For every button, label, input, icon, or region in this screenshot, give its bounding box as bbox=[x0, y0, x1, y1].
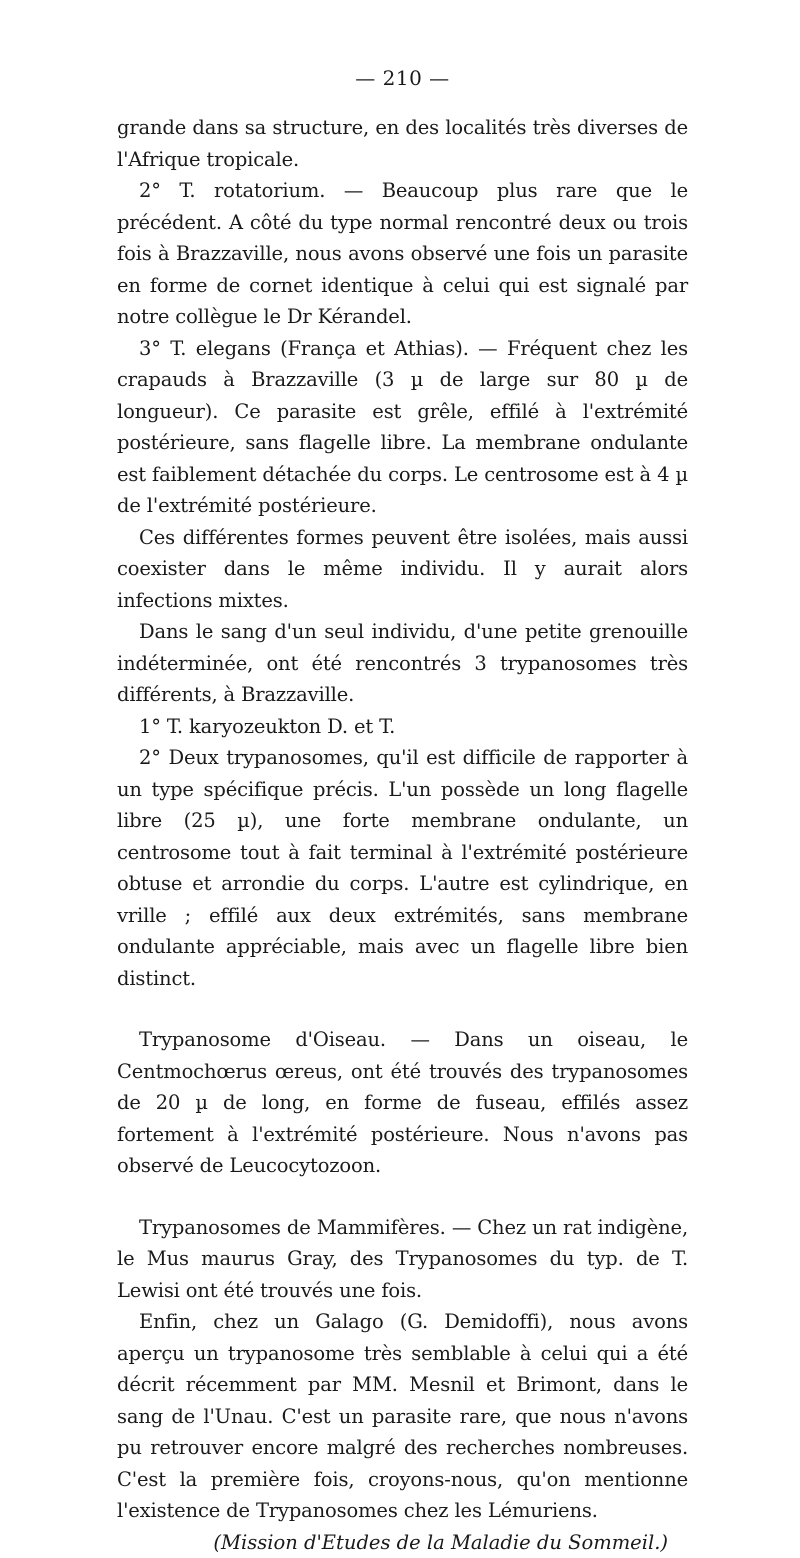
text-section-2 bbox=[117, 1024, 688, 1182]
paragraph-8: Trypanosome d'Oiseau. — Dans un oiseau, le Centmochœrus œreus, ont été trouvés des trypanosomes de 20 µ de long, en forme de fuseau, effilés assez fortement à l'extrémité postérieure. Nous n'avons pas observé de Leucocytozoon. bbox=[117, 1024, 688, 1182]
section-gap bbox=[117, 1182, 688, 1212]
text-section-3 bbox=[117, 1212, 688, 1527]
page-number: — 210 — bbox=[117, 68, 688, 88]
paragraph-1: grande dans sa structure, en des localités très diverses de l'Afrique tropicale. bbox=[117, 112, 688, 175]
paragraph-10: Enfin, chez un Galago (G. Demidoffi), nous avons aperçu un trypanosome très semblable à celui qui a été décrit récemment par MM. Mesnil et Brimont, dans le sang de l'Unau. C'est un parasite rare, que nous n'avons pu retrouver encore malgré des recherches nombreuses. C'est la première fois, croyons-nous, qu'on mentionne l'existence de Trypanosomes chez les Lémuriens. bbox=[117, 1306, 688, 1527]
paragraph-9: Trypanosomes de Mammifères. — Chez un rat indigène, le Mus maurus Gray, des Trypanosomes du typ. de T. Lewisi ont été trouvés une fois. bbox=[117, 1212, 688, 1307]
paragraph-6: 1° T. karyozeukton D. et T. bbox=[117, 711, 688, 743]
paragraph-2: 2° T. rotatorium. — Beaucoup plus rare que le précédent. A côté du type normal rencontré deux ou trois fois à Brazzaville, nous avons observé une fois un parasite en forme de cornet identique à celui qui est signalé par notre collègue le Dr Kérandel. bbox=[117, 175, 688, 333]
text-section-1 bbox=[117, 112, 688, 994]
paragraph-5: Dans le sang d'un seul individu, d'une petite grenouille indéterminée, ont été rencontrés 3 trypanosomes très différents, à Brazzaville. bbox=[117, 616, 688, 711]
paragraph-3: 3° T. elegans (França et Athias). — Fréquent chez les crapauds à Brazzaville (3 µ de large sur 80 µ de longueur). Ce parasite est grêle, effilé à l'extrémité postérieure, sans flagelle libre. La membrane ondulante est faiblement détachée du corps. Le centrosome est à 4 µ de l'extrémité postérieure. bbox=[117, 333, 688, 522]
paragraph-7: 2° Deux trypanosomes, qu'il est difficile de rapporter à un type spécifique précis. L'un possède un long flagelle libre (25 µ), une forte membrane ondulante, un centrosome tout à fait terminal à l'extrémité postérieure obtuse et arrondie du corps. L'autre est cylindrique, en vrille ; effilé aux deux extrémités, sans membrane ondulante appréciable, mais avec un flagelle libre bien distinct. bbox=[117, 742, 688, 994]
paragraph-4: Ces différentes formes peuvent être isolées, mais aussi coexister dans le même individu. Il y aurait alors infections mixtes. bbox=[117, 522, 688, 617]
signature: (Mission d'Etudes de la Maladie du Sommeil.) bbox=[117, 1527, 688, 1558]
section-gap bbox=[117, 994, 688, 1024]
